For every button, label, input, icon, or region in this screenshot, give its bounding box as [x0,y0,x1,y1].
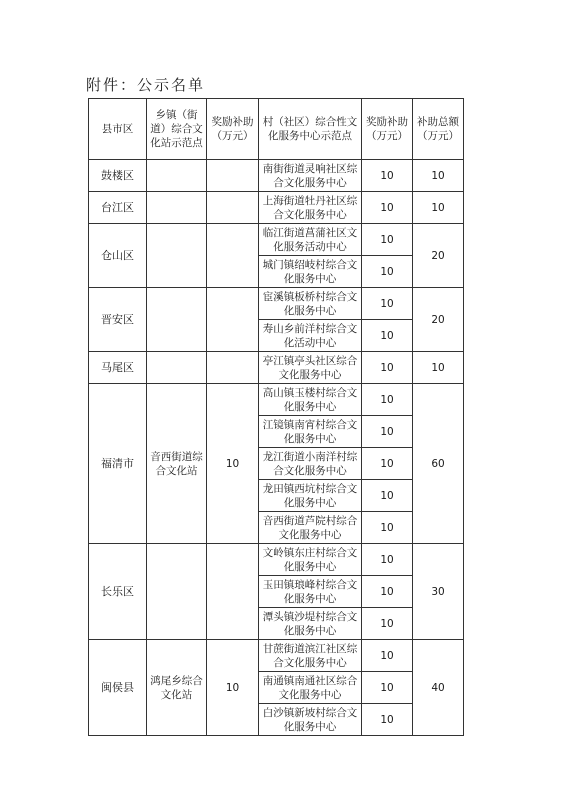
village-award-cell: 10 [362,224,413,256]
village-award-cell: 10 [362,480,413,512]
village-center-cell: 高山镇玉楼村综合文化服务中心 [259,384,362,416]
table-row [89,288,464,320]
town-award-cell [207,224,259,288]
header-village-award: 奖励补助（万元） [362,99,413,160]
village-center-cell: 龙江街道小南洋村综合文化服务中心 [259,448,362,480]
village-award-cell: 10 [362,320,413,352]
village-award-cell: 10 [362,384,413,416]
table-body [89,160,464,736]
total-cell: 10 [413,160,464,192]
county-cell: 马尾区 [89,352,147,384]
village-center-cell: 宦溪镇板桥村综合文化服务中心 [259,288,362,320]
county-cell: 仓山区 [89,224,147,288]
village-center-cell: 江镜镇南宵村综合文化服务中心 [259,416,362,448]
village-center-cell: 文岭镇东庄村综合文化服务中心 [259,544,362,576]
header-county: 县市区 [89,99,147,160]
total-cell: 10 [413,192,464,224]
town-station-cell [147,352,207,384]
town-award-cell [207,160,259,192]
village-award-cell: 10 [362,256,413,288]
town-award-cell: 10 [207,640,259,736]
town-award-cell [207,288,259,352]
county-cell: 鼓楼区 [89,160,147,192]
town-station-cell [147,224,207,288]
town-award-cell: 10 [207,384,259,544]
town-station-cell [147,544,207,640]
header-town-station: 乡镇（街道）综合文化站示范点 [147,99,207,160]
village-center-cell: 玉田镇琅峰村综合文化服务中心 [259,576,362,608]
table-row [89,352,464,384]
header-village-center: 村（社区）综合性文化服务中心示范点 [259,99,362,160]
village-center-cell: 城门镇绍岐村综合文化服务中心 [259,256,362,288]
village-award-cell: 10 [362,192,413,224]
village-center-cell: 南街街道灵响社区综合文化服务中心 [259,160,362,192]
total-cell: 10 [413,352,464,384]
village-center-cell: 寿山乡前洋村综合文化活动中心 [259,320,362,352]
village-award-cell: 10 [362,288,413,320]
header-total: 补助总额（万元） [413,99,464,160]
town-award-cell [207,192,259,224]
county-cell: 长乐区 [89,544,147,640]
village-center-cell: 龙田镇西坑村综合文化服务中心 [259,480,362,512]
total-cell: 20 [413,224,464,288]
county-cell: 闽侯县 [89,640,147,736]
table-row [89,192,464,224]
village-center-cell: 临江街道菖蒲社区文化服务活动中心 [259,224,362,256]
village-center-cell: 亭江镇亭头社区综合文化服务中心 [259,352,362,384]
table-row [89,544,464,576]
village-award-cell: 10 [362,352,413,384]
village-center-cell: 甘蔗街道滨江社区综合文化服务中心 [259,640,362,672]
table-row [89,224,464,256]
total-cell: 30 [413,544,464,640]
village-center-cell: 白沙镇新坡村综合文化服务中心 [259,704,362,736]
town-station-cell: 鸿尾乡综合文化站 [147,640,207,736]
village-center-cell: 南通镇南通社区综合文化服务中心 [259,672,362,704]
village-award-cell: 10 [362,640,413,672]
total-cell: 40 [413,640,464,736]
village-award-cell: 10 [362,512,413,544]
town-station-cell [147,192,207,224]
village-award-cell: 10 [362,608,413,640]
county-cell: 福清市 [89,384,147,544]
table-row [89,384,464,416]
village-award-cell: 10 [362,704,413,736]
town-station-cell [147,160,207,192]
county-cell: 晋安区 [89,288,147,352]
village-award-cell: 10 [362,160,413,192]
table-row [89,640,464,672]
header-town-award: 奖励补助（万元） [207,99,259,160]
village-award-cell: 10 [362,448,413,480]
town-award-cell [207,544,259,640]
county-cell: 台江区 [89,192,147,224]
village-center-cell: 音西街道芦院村综合文化服务中心 [259,512,362,544]
town-station-cell [147,288,207,352]
village-award-cell: 10 [362,416,413,448]
table-row [89,160,464,192]
village-award-cell: 10 [362,576,413,608]
header-row [89,99,464,160]
village-award-cell: 10 [362,672,413,704]
village-center-cell: 上海街道牡丹社区综合文化服务中心 [259,192,362,224]
total-cell: 60 [413,384,464,544]
total-cell: 20 [413,288,464,352]
village-award-cell: 10 [362,544,413,576]
town-station-cell: 音西街道综合文化站 [147,384,207,544]
award-table [88,98,464,736]
village-center-cell: 潭头镇沙堤村综合文化服务中心 [259,608,362,640]
page-heading: 附件：公示名单 [86,76,206,94]
town-award-cell [207,352,259,384]
